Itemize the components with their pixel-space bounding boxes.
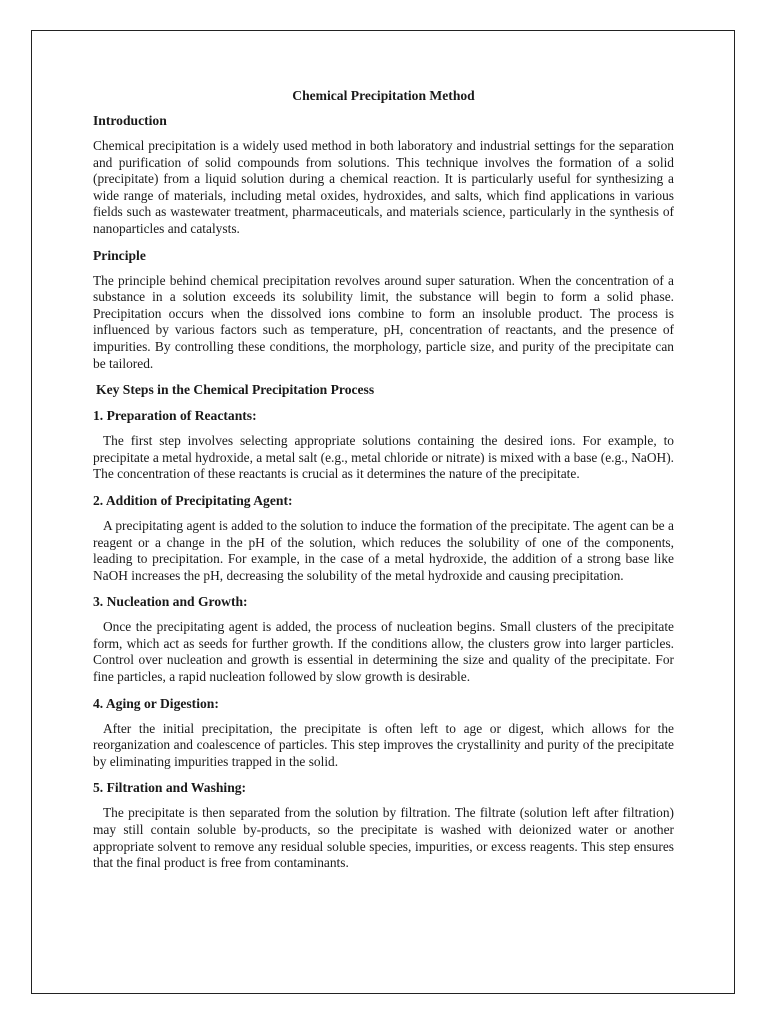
step5-paragraph: The precipitate is then separated from the solution by filtration. The filtrate (solution left after filtration) may still contain soluble by-products, so the precipitate is washed with deionized water or another appropriate solvent to remove any residual soluble species, impurities, or excess reagents. This step ensures that the final product is free from contaminants. xyxy=(93,805,674,871)
step3-heading: 3. Nucleation and Growth: xyxy=(93,594,248,610)
step1-heading: 1. Preparation of Reactants: xyxy=(93,408,257,424)
step2-heading: 2. Addition of Precipitating Agent: xyxy=(93,492,293,508)
step2-paragraph: A precipitating agent is added to the solution to induce the formation of the precipitate. The agent can be a reagent or a change in the pH of the solution, which reduces the solubility of one of the components, leading to precipitation. For example, in the case of a metal hydroxide, the addition of a strong base like NaOH increases the pH, decreasing the solubility of the metal hydroxide and causing precipitation. xyxy=(93,517,674,583)
introduction-heading: Introduction xyxy=(93,113,167,128)
document-title: Chemical Precipitation Method xyxy=(292,88,475,103)
step5-heading: 5. Filtration and Washing: xyxy=(93,780,247,796)
step3-paragraph: Once the precipitating agent is added, the process of nucleation begins. Small clusters of the precipitate form, which act as seeds for further growth. If the conditions allow, the clusters grow into larger particles. Control over nucleation and growth is essential in determining the size and quality of the precipitate. For fine particles, a rapid nucleation followed by slow growth is desirable. xyxy=(93,619,674,685)
step4-paragraph: After the initial precipitation, the precipitate is often left to age or digest, which allows for the reorganization and coalescence of particles. This step improves the crystallinity and purity of the precipitate by eliminating impurities trapped in the solid. xyxy=(93,720,674,769)
document-body xyxy=(93,86,674,881)
introduction-paragraph: Chemical precipitation is a widely used method in both laboratory and industrial settings for the separation and purification of solid compounds from solutions. This technique involves the formation of a solid (precipitate) from a liquid solution during a chemical reaction. It is particularly useful for synthesizing a wide range of materials, including metal oxides, hydroxides, and salts, which find applications in various fields such as wastewater treatment, pharmaceuticals, and materials science, particularly in the synthesis of nanoparticles and catalysts. xyxy=(93,138,674,236)
principle-heading: Principle xyxy=(93,247,146,263)
principle-paragraph: The principle behind chemical precipitation revolves around super saturation. When the concentration of a substance in a solution exceeds its solubility limit, the substance will begin to form a solid phase. Precipitation occurs when the dissolved ions combine to form an insoluble product. The process is influenced by various factors such as temperature, pH, concentration of reactants, and the presence of impurities. By controlling these conditions, the morphology, particle size, and purity of the precipitate can be tailored. xyxy=(93,272,674,371)
key-steps-heading: Key Steps in the Chemical Precipitation Process xyxy=(96,382,375,398)
step1-paragraph: The first step involves selecting appropriate solutions containing the desired ions. For example, to precipitate a metal hydroxide, a metal salt (e.g., metal chloride or nitrate) is mixed with a base (e.g., NaOH). The concentration of these reactants is crucial as it determines the nature of the precipitate. xyxy=(93,433,674,482)
step4-heading: 4. Aging or Digestion: xyxy=(93,695,219,711)
